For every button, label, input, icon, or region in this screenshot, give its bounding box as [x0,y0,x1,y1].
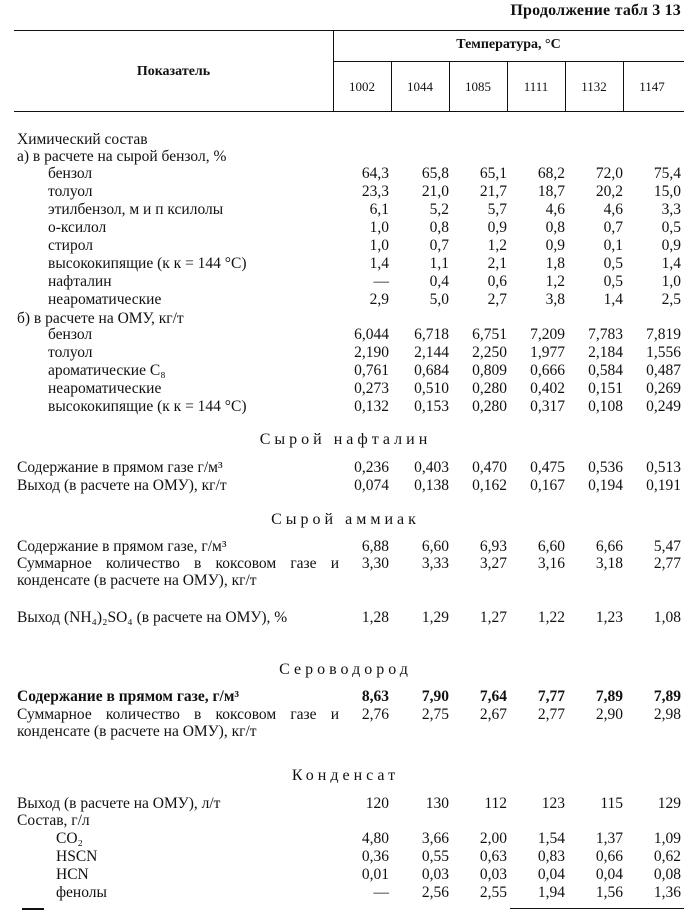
cell-value: 0,04 [595,866,623,883]
cell-value: 0,108 [588,398,623,415]
cell-value: 65,1 [479,165,507,182]
cell-value: 0,5 [603,255,623,272]
cell-value: 3,30 [361,555,389,572]
cell-value: 0,684 [414,362,449,379]
cell-value: 5,47 [653,538,681,555]
cell-value: 0,66 [595,848,623,865]
cell-value: 0,249 [646,398,681,415]
cell-value: 0,01 [361,866,389,883]
header-top-rule [14,30,684,31]
row-label: HSCN [56,848,98,865]
cell-value: 8,63 [361,688,389,705]
cell-value: 6,66 [595,538,623,555]
row-label: толуол [48,183,93,200]
cell-value: 2,00 [479,830,507,847]
cell-value: 0,6 [487,273,507,290]
cell-value: 3,18 [595,555,623,572]
header-bottom-rule [14,111,684,112]
cell-value: 2,90 [595,706,623,723]
row-label: толуол [48,344,93,361]
cell-value: 1,08 [653,609,681,626]
row-label: о-ксилол [48,219,107,236]
cell-value: 2,75 [421,706,449,723]
cell-value: 2,55 [479,884,507,901]
cell-value: 23,3 [361,183,389,200]
cell-value: 0,269 [646,380,681,397]
cell-value: 6,60 [421,538,449,555]
temperature-column-header: 1002 [349,79,375,94]
cell-value: 72,0 [595,165,623,182]
row-label: Выход (в расчете на ОМУ), л/т [17,795,221,812]
cell-value: 7,89 [653,688,681,705]
cell-value: 0,536 [588,459,623,476]
cell-value: — [373,884,389,901]
cell-value: 0,162 [472,477,507,494]
cell-value: 0,666 [530,362,565,379]
cell-value: 1,8 [545,255,565,272]
cell-value: 3,3 [661,201,681,218]
row-label: нафталин [48,273,112,290]
row-label: HCN [56,866,89,883]
cell-value: 0,36 [361,848,389,865]
cell-value: 1,0 [661,273,681,290]
cell-value: 0,403 [414,459,449,476]
cell-value: 5,0 [429,291,449,308]
cell-value: 0,138 [414,477,449,494]
row-label: Суммарное количество в коксовом газе и конденсате (в расчете на ОМУ), кг/т [17,706,339,740]
cell-value: 1,94 [537,884,565,901]
section-title: Сырой аммиак [271,511,420,528]
row-label: Содержание в прямом газе, г/м³ [17,538,227,555]
cell-value: 129 [657,795,681,812]
cell-value: 1,56 [595,884,623,901]
cell-value: 130 [425,795,449,812]
cell-value: 1,22 [537,609,565,626]
cell-value: 21,0 [421,183,449,200]
row-label: CO₂ [56,830,83,847]
temperature-column-header: 1132 [581,79,607,94]
cell-value: 1,4 [603,291,623,308]
cell-value: 0,584 [588,362,623,379]
temperature-column-header: 1044 [407,79,433,94]
row-label: Выход (в расчете на ОМУ), кг/т [17,477,227,494]
cell-value: 3,66 [421,830,449,847]
row-label: стирол [48,237,93,254]
cell-value: 0,03 [479,866,507,883]
cell-value: 64,3 [361,165,389,182]
cell-value: 5,7 [487,201,507,218]
cell-value: 0,83 [537,848,565,865]
cell-value: 0,55 [421,848,449,865]
section-title: Конденсат [291,767,400,784]
cell-value: 4,6 [603,201,623,218]
cell-value: 0,809 [472,362,507,379]
cell-value: 1,23 [595,609,623,626]
cell-value: 2,5 [661,291,681,308]
cell-value: 1,977 [530,344,565,361]
row-label: неароматические [48,380,162,397]
cell-value: 2,76 [361,706,389,723]
cell-value: 2,98 [653,706,681,723]
cell-value: 0,510 [414,380,449,397]
cell-value: 0,761 [354,362,389,379]
row-label: этилбензол, м и п ксилолы [48,201,224,218]
section-title: Сероводород [279,661,412,678]
cell-value: 0,63 [479,848,507,865]
column-header-label: Показатель [136,64,211,79]
row-label: высококипящие (к к = 144 °С) [48,255,247,272]
cell-value: 0,280 [472,380,507,397]
cell-value: 0,132 [354,398,389,415]
cell-value: — [373,273,389,290]
cell-value: 1,4 [661,255,681,272]
temperature-column-header: 1147 [639,79,665,94]
cell-value: 0,7 [603,219,623,236]
row-label: Химический состав [17,131,148,148]
cell-value: 2,250 [472,344,507,361]
cell-value: 7,783 [588,326,623,343]
cell-value: 0,9 [661,237,681,254]
cell-value: 1,28 [361,609,389,626]
cell-value: 0,470 [472,459,507,476]
table-caption: Продолжение табл 3 13 [510,2,681,19]
cell-value: 0,5 [661,219,681,236]
cell-value: 1,1 [429,255,449,272]
cell-value: 7,89 [595,688,623,705]
cell-value: 2,77 [537,706,565,723]
cell-value: 0,9 [545,237,565,254]
cell-value: 2,7 [487,291,507,308]
cell-value: 0,62 [653,848,681,865]
cell-value: 0,167 [530,477,565,494]
row-label: Состав, г/л [17,812,90,829]
cell-value: 2,184 [588,344,623,361]
row-label: ароматические С₈ [48,362,166,379]
cell-value: 0,4 [429,273,449,290]
cell-value: 0,153 [414,398,449,415]
cell-value: 2,190 [354,344,389,361]
cell-value: 1,27 [479,609,507,626]
cell-value: 120 [365,795,389,812]
cell-value: 4,6 [545,201,565,218]
temperature-column-header: 1111 [523,79,549,94]
cell-value: 4,80 [361,830,389,847]
cell-value: 6,88 [361,538,389,555]
cell-value: 0,08 [653,866,681,883]
cell-value: 1,09 [653,830,681,847]
cell-value: 0,7 [429,237,449,254]
cell-value: 0,236 [354,459,389,476]
cell-value: 0,151 [588,380,623,397]
cell-value: 6,1 [369,201,389,218]
cell-value: 0,280 [472,398,507,415]
cell-value: 5,2 [429,201,449,218]
cell-value: 123 [541,795,565,812]
cell-value: 0,04 [537,866,565,883]
cell-value: 3,33 [421,555,449,572]
cell-value: 7,819 [646,326,681,343]
cell-value: 0,317 [530,398,565,415]
cell-value: 3,8 [545,291,565,308]
cell-value: 1,4 [369,255,389,272]
cell-value: 0,1 [603,237,623,254]
temperature-column-header: 1085 [465,79,491,94]
cell-value: 1,2 [487,237,507,254]
cell-value: 6,93 [479,538,507,555]
cell-value: 7,90 [421,688,449,705]
cell-value: 0,487 [646,362,681,379]
cell-value: 15,0 [653,183,681,200]
cell-value: 7,209 [530,326,565,343]
row-label: а) в расчете на сырой бензол, % [17,148,227,165]
row-label: Суммарное количество в коксовом газе и конденсате (в расчете на ОМУ), кг/т [17,555,339,589]
cell-value: 0,074 [354,477,389,494]
cell-value: 2,67 [479,706,507,723]
cell-value: 2,77 [653,555,681,572]
cell-value: 0,9 [487,219,507,236]
cell-value: 1,29 [421,609,449,626]
cell-value: 2,1 [487,255,507,272]
cell-value: 0,273 [354,380,389,397]
cell-value: 1,0 [369,219,389,236]
cell-value: 1,2 [545,273,565,290]
cell-value: 0,5 [603,273,623,290]
cell-value: 0,402 [530,380,565,397]
cell-value: 68,2 [537,165,565,182]
cell-value: 65,8 [421,165,449,182]
cell-value: 1,556 [646,344,681,361]
cell-value: 1,37 [595,830,623,847]
cell-value: 3,16 [537,555,565,572]
cell-value: 6,60 [537,538,565,555]
cell-value: 2,144 [414,344,449,361]
temp-subheader-rule [333,61,684,62]
cell-value: 3,27 [479,555,507,572]
row-label: высококипящие (к к = 144 °С) [48,398,247,415]
cell-value: 0,191 [646,477,681,494]
cell-value: 0,03 [421,866,449,883]
cell-value: 1,36 [653,884,681,901]
row-label: Содержание в прямом газе, г/м³ [17,688,240,705]
section-title: Сырой нафталин [259,431,432,448]
cell-value: 21,7 [479,183,507,200]
cell-value: 18,7 [537,183,565,200]
cell-value: 0,194 [588,477,623,494]
cell-value: 0,8 [545,219,565,236]
temperature-header: Температура, °С [456,37,561,52]
cell-value: 20,2 [595,183,623,200]
cell-value: 6,751 [472,326,507,343]
cell-value: 75,4 [653,165,681,182]
row-label: Выход (NH₄)₂SO₄ (в расчете на ОМУ), % [17,609,288,626]
bottom-rule-right [510,908,684,909]
cell-value: 0,8 [429,219,449,236]
cell-value: 1,0 [369,237,389,254]
cell-value: 115 [600,795,623,812]
row-label: бензол [48,165,93,182]
cell-value: 112 [484,795,507,812]
cell-value: 0,513 [646,459,681,476]
row-label: б) в расчете на ОМУ, кг/т [17,310,184,327]
cell-value: 2,56 [421,884,449,901]
cell-value: 7,77 [537,688,565,705]
cell-value: 7,64 [479,688,507,705]
row-label: Содержание в прямом газе г/м³ [17,459,223,476]
cell-value: 1,54 [537,830,565,847]
row-label: бензол [48,326,93,343]
row-label: неароматические [48,291,162,308]
cell-value: 6,718 [414,326,449,343]
cell-value: 0,475 [530,459,565,476]
cell-value: 6,044 [354,326,389,343]
bottom-rule-left [22,908,44,910]
row-label: фенолы [56,884,107,901]
cell-value: 2,9 [369,291,389,308]
